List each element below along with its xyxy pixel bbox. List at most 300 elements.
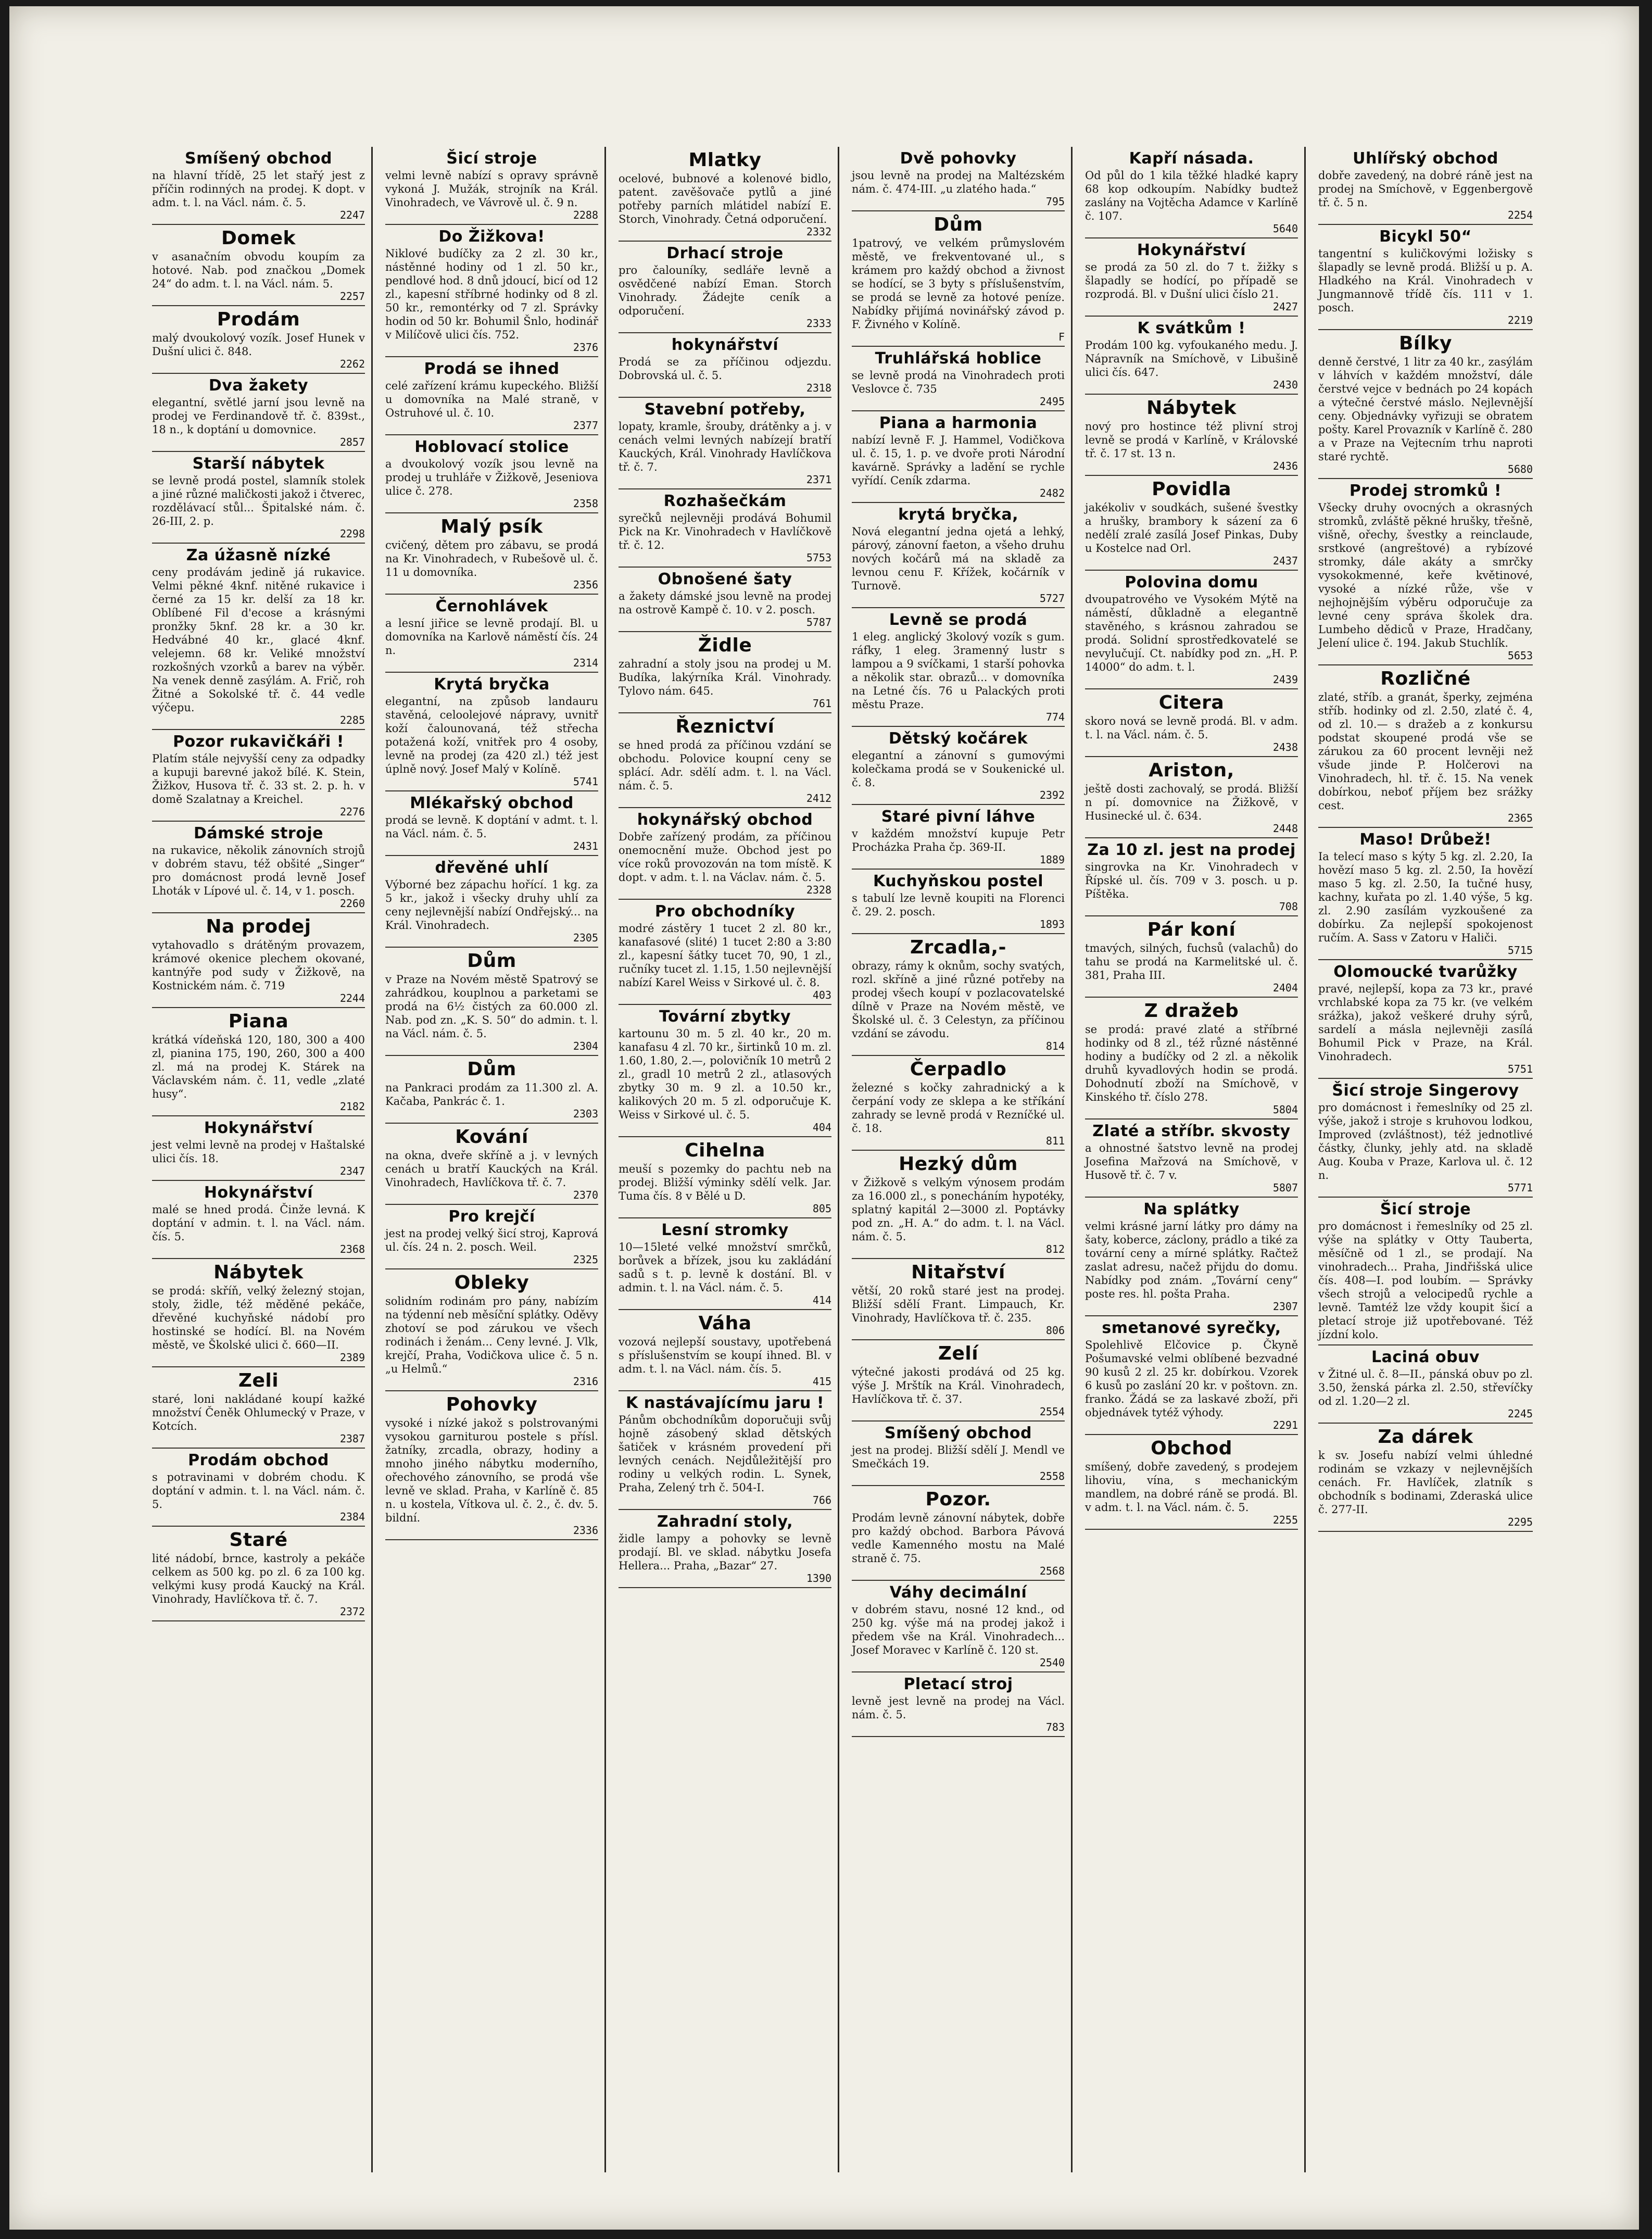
classified-ad [852, 1056, 1065, 1151]
ad-number: 2332 [806, 225, 831, 238]
ad-heading: Drhací stroje [666, 244, 784, 262]
ad-body: vozová nejlepší soustavy, upotřebená s příslušenstvím se koupí ihned. Bl. v adm. t. l. na Václ. nám. čís. 5. [619, 1336, 831, 1375]
classified-ad [1085, 1435, 1298, 1530]
classified-ad [852, 1340, 1065, 1422]
ad-number: 403 [812, 989, 831, 1001]
ad-body: prodá se levně. K doptání v admt. t. l. na Václ. nám. č. 5. [385, 814, 598, 840]
classified-ad [852, 1151, 1065, 1259]
ad-number: 2285 [339, 714, 365, 726]
classified-ad [619, 900, 831, 1005]
classified-ad [1085, 838, 1298, 916]
ad-body: 1patrový, ve velkém průmyslovém městě, ve frekventované ul., s krámem pro každý obchod a živnost se hodící, se 3 byty s příslušenstvím, se prodá se levně za hotové peníze. Nabídky přijímá novinářský závod p. F. Živného v Kolíně. [852, 237, 1065, 331]
ad-number: 2254 [1507, 209, 1533, 221]
ad-heading: Ariston, [1149, 760, 1234, 781]
ad-heading: Hoblovací stolice [414, 438, 569, 456]
classified-ad [1318, 330, 1533, 479]
ad-body: lopaty, kramle, šrouby, drátěnky a j. v cenách velmi levných nabízejí bratří Kauckých, Král. Vinohrady Havlíčkova tř. č. 7. [619, 420, 831, 473]
classified-ad [619, 1005, 831, 1137]
classified-ad [1318, 1345, 1533, 1424]
ad-heading: Váha [698, 1313, 752, 1334]
ad-heading: Domek [221, 228, 296, 249]
classified-ads-grid [149, 147, 1539, 2172]
ad-body: Ia telecí maso s kýty 5 kg. zl. 2.20, Ia hovězí maso 5 kg. zl. 2.50, Ia hovězí maso 5 kg. zl. 2.50, Ia tučné husy, kachny, kuřata po zl. 1.40 výše, 5 kg. zl. 2.90 zasílám vyzkoušené za dobírku. Za nejlepší spokojenost ručím. A. Sass v Zatoru v Haliči. [1318, 850, 1533, 944]
ad-column [382, 147, 606, 2172]
ad-number: 2247 [339, 209, 365, 221]
ad-number: 2291 [1272, 1419, 1298, 1431]
ad-body: levně jest levně na prodej na Václ. nám. č. 5. [852, 1695, 1065, 1721]
ad-number: 805 [812, 1202, 831, 1215]
classified-ad [1085, 1316, 1298, 1435]
classified-ad [152, 452, 365, 544]
ad-number: 5804 [1272, 1103, 1298, 1116]
classified-ad [1085, 916, 1298, 998]
ad-number: 2244 [339, 992, 365, 1004]
classified-ad [385, 948, 598, 1056]
ad-heading: Krytá bryčka [434, 675, 550, 694]
classified-ad [619, 808, 831, 900]
ad-body: 1 eleg. anglický 3kolový vozík s gum. ráfky, 1 eleg. 3ramenný lustr s lampou a 9 svíčkami, 1 starší pohovka a několik star. obrazů... v domovníka na Letné čís. 76 u Palackých proti městu Praze. [852, 631, 1065, 711]
ad-body: celé zařízení krámu kupeckého. Bližší u domovníka na Malé straně, v Ostruhové ul. č. 10. [385, 380, 598, 419]
ad-heading: Šicí stroje [446, 149, 537, 168]
classified-ad [852, 411, 1065, 503]
classified-ad [385, 357, 598, 435]
classified-ad [852, 211, 1065, 347]
ad-heading: Starší nábytek [192, 455, 325, 473]
ad-heading: K svátkům ! [1137, 319, 1246, 337]
ad-heading: hokynářský obchod [637, 811, 813, 829]
ad-body: obrazy, rámy k oknům, sochy svatých, rozl. skříně a jiné různé potřeby na prodej všech koupí v pozlacovatelské dílně v Praze na Novém městě, ve Školské ul. č. 3 Celestyn, za příčinou vzdání se závodu. [852, 960, 1065, 1040]
ad-heading: Šicí stroje Singerovy [1332, 1081, 1519, 1100]
ad-heading: Nitařství [911, 1262, 1005, 1283]
ad-body: výtečné jakosti prodává od 25 kg. výše J. Mrštík na Král. Vinohradech, Havlíčkova tř. č. 37. [852, 1366, 1065, 1405]
ad-number: 404 [812, 1121, 831, 1134]
ad-body: Pánům obchodníkům doporučuji svůj hojně zásobený sklad dětských šatiček v krásném provedení při levných cenách. Nejdůležitější pro rodiny u velkých rodin. L. Synek, Praha, Zelený trh č. 504-I. [619, 1414, 831, 1494]
classified-ad [852, 805, 1065, 870]
ad-body: v Žitné ul. č. 8—II., pánská obuv po zl. 3.50, ženská párka zl. 2.50, střevíčky od zl. 1.20—2 zl. [1318, 1368, 1533, 1407]
ad-number: 806 [1045, 1324, 1065, 1337]
ad-heading: Staré pivní láhve [881, 808, 1036, 826]
ad-heading: Polovina domu [1125, 573, 1258, 592]
ad-heading: Zahradní stoly, [657, 1513, 793, 1531]
ad-number: 2482 [1039, 487, 1065, 499]
ad-heading: Nábytek [213, 1262, 304, 1283]
ad-heading: Pro obchodníky [654, 902, 796, 921]
classified-ad [619, 1137, 831, 1218]
ad-body: jsou levně na prodej na Maltézském nám. č. 474-III. „u zlatého hada.“ [852, 169, 1065, 195]
ad-body: Niklové budíčky za 2 zl. 30 kr., nástěnné hodiny od 1 zl. 50 kr., pendlové hod. 8 dnů jdoucí, bicí od 12 zl., kapesní stříbrné hodinky od 8 zl. 50 kr., remontérky od 7 zl. Správky hodin od 50 kr. Bohumil Šnlo, hodinář v Milíčově ulici čís. 752. [385, 247, 598, 341]
ad-heading: Cihelna [685, 1140, 765, 1161]
ad-body: Výborné bez zápachu hořící. 1 kg. za 5 kr., jakož i všecky druhy uhlí za ceny nejlevnější nabízí Ondřejský... na Král. Vinohradech. [385, 878, 598, 932]
classified-ad [852, 1259, 1065, 1340]
ad-heading: Dům [467, 1059, 516, 1080]
ad-heading: Pár koní [1147, 919, 1236, 940]
ad-body: krátká vídeňská 120, 180, 300 a 400 zl, pianina 175, 190, 260, 300 a 400 zl. má na prodej K. Stárek na Václavském nám. č. 11, vedle „zlaté husy“. [152, 1034, 365, 1100]
ad-body: pro domácnost i řemeslníky od 25 zl. výše na splátky v Otty Tauberta, měsíčně od 1 zl., se prodají. Na vinohradech... Praha, Jindřišská ulice čís. 408—I. pod loubím. — Správky všech strojů a velocipedů rychle a levně. Tamtéž lze vždy koupit šicí a pletací stroje již upotřebované. Též jízdní kolo. [1318, 1220, 1533, 1341]
ad-number: 1889 [1039, 853, 1065, 866]
classified-ad [619, 568, 831, 632]
ad-heading: Židle [698, 635, 752, 656]
ad-number: 2368 [339, 1243, 365, 1255]
ad-body: a lesní jiřice se levně prodají. Bl. u domovníka na Karlově náměstí čís. 24 n. [385, 617, 598, 657]
ad-heading: Váhy decimální [889, 1583, 1027, 1602]
ad-body: Platím stále nejvyšší ceny za odpadky a kupuji barevné jakož bílé. K. Stein, Žižkov, Husova tř. č. 33 st. 2. p. h. v domě Szalatnay a Kreichel. [152, 752, 365, 806]
ad-body: denně čerstvé, 1 litr za 40 kr., zasýlám v láhvích v každém množství, dále čerstvé vejce v bednách po 24 kopách a výtečné čerstvé máslo. Nejlevnější ceny. Objednávky vyřizuji se obratem pošty. Karel Provazník v Karlíně č. 280 a v Praze na Vejtecním trhu naproti staré rychtě. [1318, 356, 1533, 463]
ad-number: 414 [812, 1294, 831, 1306]
ad-heading: Na splátky [1143, 1200, 1240, 1218]
classified-ad [1318, 479, 1533, 665]
ad-column [1315, 147, 1539, 2172]
ad-heading: Čerpadlo [910, 1059, 1007, 1080]
ad-number: 2387 [339, 1432, 365, 1445]
classified-ad [852, 1422, 1065, 1486]
classified-ad [852, 608, 1065, 727]
ad-number: 2568 [1039, 1565, 1065, 1577]
ad-number: 2347 [339, 1165, 365, 1177]
ad-heading: Dvě pohovky [900, 149, 1017, 168]
ad-body: se levně prodá na Vinohradech proti Veslovce č. 735 [852, 369, 1065, 395]
ad-body: na okna, dveře skříně a j. v levných cenách u bratří Kauckých na Král. Vinohradech, Havlíčkova tř. č. 7. [385, 1149, 598, 1189]
ad-number: 814 [1045, 1040, 1065, 1052]
ad-body: na rukavice, několik zánovních strojů v dobrém stavu, též obšité „Singer“ pro domácnost prodá levně Josef Lhoták v Lípové ul. č. 14, v 1. posch. [152, 844, 365, 897]
ad-heading: Do Žižkova! [438, 228, 545, 246]
classified-ad [619, 1310, 831, 1391]
ad-number: 5787 [806, 616, 831, 628]
ad-heading: Za dárek [1378, 1426, 1473, 1448]
ad-body: pro domácnost i řemeslníky od 25 zl. výše, jakož i stroje s kruhovou lodkou, Improved (zvláštnost), též jednotlivé částky, člunky, jehly atd. na skladě Aug. Kouba v Praze, Karlova ul. č. 12 n. [1318, 1101, 1533, 1181]
ad-heading: Dva žakety [208, 376, 309, 395]
ad-body: a dvoukolový vozík jsou levně na prodej u truhláře v Žižkově, Jeseniova ulice č. 278. [385, 458, 598, 497]
classified-ad [1085, 571, 1298, 689]
classified-ad [1085, 476, 1298, 571]
classified-ad [619, 333, 831, 398]
ad-body: Spolehlivě Elčovice p. Čkyně Pošumavské velmi oblíbené bezvadné 90 kusů 2 zl. 25 kr. dobírkou. Vzorek 6 kusů po zaslání 20 kr. v poštovn. zn. franko. Žádá se za laskavé zboží, při objednávek tytéž výhody. [1085, 1339, 1298, 1419]
classified-ad [1318, 1079, 1533, 1198]
ad-heading: Nábytek [1146, 397, 1237, 419]
classified-ad [619, 242, 831, 333]
ad-heading: hokynářství [671, 336, 779, 354]
ad-body: se levně prodá postel, slamník stolek a jiné různé maličkosti jakož i čtverec, rozdělávací stůl... Špitalské nám. č. 26-III, 2. p. [152, 474, 365, 527]
ad-body: malý dvoukolový vozík. Josef Hunek v Dušní ulici č. 848. [152, 332, 365, 358]
ad-body: ceny prodávám jedině já rukavice. Velmi pěkné 4knf. nitěné rukavice i černé za 15 kr. delší za 18 kr. Oblíbené Fil d'ecose a krásnými pronžky 5knf. 28 kr. a 30 kr. Hedvábné 40 kr., glacé 4knf. velejemn. 68 kr. Veliké množství rozkošných vzorků a barev na výběr. Na venek denně zasýlám. A. Frič, roh Žitné a Sokolské tř. č. 44 vedle výčepu. [152, 566, 365, 714]
ad-body: na hlavní třídě, 25 let stařý jest z příčin rodinných na prodej. K dopt. v adm. t. l. na Václ. nám. č. 5. [152, 169, 365, 209]
classified-ad [152, 544, 365, 730]
ad-body: 10—15leté velké množství smrčků, borůvek a břízek, jsou ku zakládání sadů s t. p. levně k dostání. Bl. v admin. t. l. na Václ. nám. č. 5. [619, 1241, 831, 1294]
ad-heading: Šicí stroje [1380, 1200, 1471, 1218]
classified-ad [152, 913, 365, 1008]
ad-heading: Smíšený obchod [884, 1424, 1032, 1442]
ad-body: singrovka na Kr. Vinohradech v Řípské ul. čís. 709 v 3. posch. u p. Píštěka. [1085, 861, 1298, 900]
ad-number: 5653 [1507, 649, 1533, 662]
ad-body: Všecky druhy ovocných a okrasných stromků, zvláště pěkné hrušky, třešně, višně, ořechy, švestky a reinclaude, srstkové (angreštové) a rybízové stromky, dále akáty a smrčky vysokokmenné, keře květinové, vysoké a nízké růže, vše v nejhojnějším výběru odporučuje za levné ceny správa školek dra. Lumbeho dědiců v Praze, Hradčany, Jelení ulice č. 194. Jakub Stuchlík. [1318, 501, 1533, 649]
ad-heading: Zlaté a stříbr. skvosty [1092, 1122, 1291, 1140]
classified-ad [1085, 757, 1298, 838]
ad-body: staré, loni nakládané koupí kažké množství Čeněk Ohlumecký v Praze, v Kotcích. [152, 1393, 365, 1432]
classified-ad [852, 1486, 1065, 1581]
classified-ad [385, 513, 598, 595]
classified-ad [152, 1181, 365, 1259]
ad-heading: Pozor rukavičkáři ! [173, 733, 344, 751]
ad-body: meuší s pozemky do pachtu neb na prodej. Bližší výminky sdělí velk. Jar. Tuma čís. 8 v Bělé u D. [619, 1163, 831, 1202]
ad-body: jest na prodej. Bližší sdělí J. Mendl ve Smečkách 19. [852, 1444, 1065, 1470]
ad-number: 2298 [339, 527, 365, 540]
ad-number: 2495 [1039, 395, 1065, 408]
ad-number: 2365 [1507, 812, 1533, 824]
ad-heading: Malý psík [440, 516, 543, 537]
classified-ad [1085, 1198, 1298, 1316]
ad-body: jakékoliv v soudkách, sušené švestky a hrušky, brambory k sázení za 6 nedělí zralé zasílá Josef Pinkas, Duby u Kostelce nad Orl. [1085, 501, 1298, 555]
ad-body: s potravinami v dobrém chodu. K doptání v admin. t. l. na Václ. nám. č. 5. [152, 1471, 365, 1511]
ad-number: 2288 [573, 209, 598, 221]
ad-body: zlaté, stříb. a granát, šperky, zejména stříb. hodinky od zl. 2.50, zlaté č. 4, od zl. 10.— s dražeb a z konkursu podstat skoupené prodá vše se zárukou za 60 procent levněji než všude jinde P. Holčerovi na Vinohradech, hl. tř. č. 15. Na venek dobírkou, neboť příjem bez srážky cest. [1318, 691, 1533, 812]
ad-heading: dřevěné uhlí [435, 859, 549, 877]
ad-heading: Laciná obuv [1371, 1348, 1480, 1366]
ad-number: 766 [812, 1494, 831, 1506]
ad-number: 2554 [1039, 1405, 1065, 1418]
ad-body: pravé, nejlepší, kopa za 73 kr., pravé vrchlabské kopa za 75 kr. (ve velkém srážka), jakož veškeré druhy sýrů, sardelí a másla nejlevněji zasílá Bohumil Pick v Praze, na Král. Vinohradech. [1318, 983, 1533, 1063]
ad-body: a ohnostné šatstvo levně na prodej Josefina Mařzová na Smíchově, v Husově tř. č. 7 v. [1085, 1142, 1298, 1181]
ad-number: 2307 [1272, 1300, 1298, 1313]
ad-heading: Prodej stromků ! [1349, 482, 1502, 500]
ad-body: elegantní, na způsob landauru stavěná, celoolejové nápravy, uvnitř koží čalounovaná, též střecha potažená koží, vnitřek pro 4 osoby, levně na prodej (za 420 zl.) též jest úplně nový. Josef Malý v Kolíně. [385, 695, 598, 775]
ad-heading: Pro krejčí [448, 1207, 535, 1226]
ad-body: modré zástěry 1 tucet 2 zl. 80 kr., kanafasové (slité) 1 tucet 2:80 a 3:80 zl., kapesní šátky tucet 70, 90, 1 zl., ručníky tucet zl. 1.15, 1.50 nejlevnější nabízí Karel Weiss v Sirkové ul. č. 8. [619, 922, 831, 989]
ad-body: větší, 20 roků staré jest na prodej. Bližší sdělí Frant. Limpauch, Kr. Vinohrady, Havlíčkova tř. č. 235. [852, 1285, 1065, 1324]
ad-body: nabízí levně F. J. Hammel, Vodičkova ul. č. 15, 1. p. ve dvoře proti Národní kavárně. Správky a ladění se rychle vyřídí. Ceník zdarma. [852, 434, 1065, 487]
classified-ad [1318, 960, 1533, 1079]
ad-body: dobře zavedený, na dobré ráně jest na prodej na Smíchově, v Eggenbergově tř. č. 5 n. [1318, 169, 1533, 209]
ad-number: 2384 [339, 1511, 365, 1523]
ad-number: 2412 [806, 792, 831, 804]
classified-ad [152, 225, 365, 306]
ad-body: Od půl do 1 kila těžké hladké kapry 68 kop odkoupím. Nabídky budtež zaslány na Vojtěcha Adamce v Karlíně č. 107. [1085, 169, 1298, 222]
classified-ad [619, 713, 831, 808]
classified-ad [1318, 1424, 1533, 1532]
ad-number: 2356 [573, 578, 598, 591]
classified-ad [385, 1205, 598, 1269]
ad-heading: Kapří násada. [1129, 149, 1254, 168]
ad-body: elegantní a zánovní s gumovými kolečkama prodá se v Soukenické ul. č. 8. [852, 749, 1065, 789]
ad-number: 2245 [1507, 1407, 1533, 1420]
ad-heading: Mlékařský obchod [410, 794, 574, 812]
ad-heading: Staré [229, 1529, 288, 1551]
ad-number: 1390 [806, 1572, 831, 1584]
ad-heading: Dětský kočárek [888, 729, 1028, 748]
ad-heading: K nastávajícímu jaru ! [625, 1394, 825, 1412]
ad-number: 2336 [573, 1524, 598, 1537]
classified-ad [852, 347, 1065, 411]
ad-heading: Rozličné [1380, 668, 1471, 689]
ad-heading: Černohlávek [435, 597, 548, 615]
ad-number: 2314 [573, 657, 598, 669]
ad-number: 2431 [573, 840, 598, 852]
ad-number: 2439 [1272, 673, 1298, 686]
ad-heading: Dámské stroje [194, 824, 323, 842]
ad-number: 2255 [1272, 1514, 1298, 1526]
ad-heading: Zrcadla,- [910, 937, 1006, 958]
classified-ad [385, 595, 598, 673]
ad-body: syrečků nejlevněji prodává Bohumil Pick na Kr. Vinohradech v Havlíčkově tř. č. 12. [619, 512, 831, 551]
ad-heading: Pohovky [446, 1394, 538, 1415]
ad-number: 811 [1045, 1135, 1065, 1147]
ad-number: 2257 [339, 290, 365, 303]
ad-number: 2262 [339, 358, 365, 370]
classified-ad [385, 673, 598, 791]
ad-number: 2358 [573, 497, 598, 510]
ad-heading: Obchod [1151, 1438, 1232, 1459]
ad-heading: krytá bryčka, [898, 506, 1019, 524]
ad-number: 5715 [1507, 944, 1533, 957]
ad-number: 5771 [1507, 1181, 1533, 1194]
ad-body: tmavých, silných, fuchsů (valachů) do tahu se prodá na Karmelitské ul. č. 381, Praha III. [1085, 942, 1298, 982]
classified-ad [1085, 238, 1298, 317]
ad-number: 2376 [573, 341, 598, 354]
ad-body: cvičený, dětem pro zábavu, se prodá na Kr. Vinohradech, v Rubešově ul. č. 11 u domovníka. [385, 539, 598, 578]
ad-heading: Citera [1158, 692, 1225, 713]
ad-number: 774 [1045, 711, 1065, 723]
ad-number: 761 [812, 697, 831, 710]
ad-body: a žakety dámské jsou levně na prodej na ostrově Kampě č. 10. v 2. posch. [619, 590, 831, 616]
ad-column [615, 147, 839, 2172]
ad-heading: Maso! Drůbež! [1359, 831, 1492, 849]
ad-body: v každém množství kupuje Petr Procházka Praha čp. 369-II. [852, 827, 1065, 853]
ad-body: vytahovadlo s drátěným provazem, krámové okenice plechem okované, kantnýře pod sudy v Žižkově, na Kostnickém nám. č. 719 [152, 939, 365, 992]
classified-ad [1318, 225, 1533, 330]
ad-number: 2427 [1272, 300, 1298, 313]
ad-heading: Hezký dům [899, 1153, 1018, 1175]
ad-body: ocelové, bubnové a kolenové bidlo, patent. zavěšovače pytlů a jiné potřeby parních mlátidel nabízí E. Storch, Vinohrady. Četná odporučení. [619, 172, 831, 225]
ad-body: jest velmi levně na prodej v Haštalské ulici čís. 18. [152, 1139, 365, 1165]
ad-heading: Piana [228, 1011, 289, 1032]
ad-heading: Řeznictví [675, 716, 775, 737]
ad-heading: Z dražeb [1144, 1000, 1239, 1022]
ad-heading: Bicykl 50“ [1379, 228, 1472, 246]
ad-body: se prodá za 50 zl. do 7 t. žižky s šlapadly se hodící, po případě se rozprodá. Bl. v Dušní ulici číslo 21. [1085, 261, 1298, 300]
classified-ad [852, 1672, 1065, 1737]
ad-heading: Hokynářství [204, 1119, 313, 1137]
classified-ad [1085, 1120, 1298, 1198]
newspaper-page [9, 6, 1639, 2230]
classified-ad [852, 727, 1065, 805]
classified-ad [1318, 828, 1533, 960]
ad-number: 2438 [1272, 741, 1298, 753]
ad-body: se hned prodá za příčinou vzdání se obchodu. Polovice koupní ceny se splácí. Adr. sdělí adm. t. l. na Václ. nám. č. 5. [619, 739, 831, 792]
ad-heading: Uhlířský obchod [1353, 149, 1498, 168]
ad-number: 2325 [573, 1253, 598, 1266]
ad-body: zahradní a stoly jsou na prodej u M. Budíka, lakýrníka Král. Vinohrady. Tylovo nám. 645. [619, 658, 831, 697]
ad-number: 5727 [1039, 592, 1065, 605]
ad-number: 812 [1045, 1243, 1065, 1255]
ad-column [149, 147, 373, 2172]
classified-ad [1085, 147, 1298, 238]
ad-heading: Hokynářství [204, 1184, 313, 1202]
ad-number: F [1058, 331, 1065, 343]
ad-number: 2370 [573, 1189, 598, 1201]
ad-number: 795 [1045, 195, 1065, 208]
classified-ad [152, 147, 365, 225]
ad-number: 5680 [1507, 463, 1533, 475]
ad-body: v asanačním obvodu koupím za hotové. Nab. pod značkou „Domek 24“ do adm. t. l. na Václ. nám. 5. [152, 250, 365, 290]
classified-ad [852, 1581, 1065, 1672]
ad-body: v dobrém stavu, nosné 12 knd., od 250 kg. výše má na prodej jakož i předem vše na Král. Vinohradech... Josef Moravec v Karlíně č. 120 st. [852, 1603, 1065, 1656]
classified-ad [852, 503, 1065, 608]
ad-body: kartounu 30 m. 5 zl. 40 kr., 20 m. kanafasu 4 zl. 70 kr., širtinků 10 m. zl. 1.60, 1.80, 2.—, polovičník 10 metrů 2 zl., gradl 10 metrů 2 zl., atlasových zbytky 30 m. 9 zl. a 10.50 kr., kalikových 20 m. 5 zl. odporučuje K. Weiss v Sirkové ul. č. 5. [619, 1027, 831, 1121]
ad-number: 2333 [806, 317, 831, 330]
classified-ad [152, 1449, 365, 1527]
ad-heading: Hokynářství [1137, 241, 1246, 259]
ad-body: lité nádobí, brnce, kastroly a pekáče celkem as 500 kg. po zl. 6 za 100 kg. velkými kusy prodá Kaucký na Král. Vinohrady, Havlíčkova tř. č. 7. [152, 1552, 365, 1605]
ad-heading: Kování [455, 1126, 528, 1148]
classified-ad [1085, 689, 1298, 757]
ad-number: 5807 [1272, 1181, 1298, 1194]
ad-body: na Pankraci prodám za 11.300 zl. A. Kačaba, Pankrác č. 1. [385, 1081, 598, 1108]
ad-body: Prodám 100 kg. vyfoukaného medu. J. Nápravník na Smíchově, v Libušině ulici čís. 647. [1085, 339, 1298, 379]
ad-body: Dobře zařízený prodám, za příčinou onemocnění muže. Obchod jest po více roků provozován na tom místě. K dopt. v adm. t. l. na Václav. nám. č. 5. [619, 831, 831, 884]
ad-number: 2437 [1272, 555, 1298, 567]
ad-body: v Žižkově s velkým výnosem prodám za 16.000 zl., s ponecháním hypotéky, splatný kapitál 2—3000 zl. Poptávky pod zn. „H. A.“ do adm. t. l. na Václ. nám. č. 5. [852, 1176, 1065, 1243]
ad-heading: Tovární zbytky [659, 1008, 791, 1026]
classified-ad [152, 1116, 365, 1181]
ad-column [1082, 147, 1306, 2172]
ad-body: elegantní, světlé jarní jsou levně na prodej ve Ferdinandově tř. č. 839st., 18 n., k doptání u domovnice. [152, 396, 365, 436]
classified-ad [1318, 665, 1533, 828]
ad-heading: Olomoucké tvarůžky [1333, 963, 1518, 981]
ad-number: 2318 [806, 382, 831, 394]
classified-ad [152, 374, 365, 452]
ad-body: s tabulí lze levně koupiti na Florenci č. 29. 2. posch. [852, 892, 1065, 918]
classified-ad [152, 730, 365, 822]
ad-number: 2328 [806, 884, 831, 896]
ad-number: 2430 [1272, 379, 1298, 391]
classified-ad [385, 856, 598, 948]
ad-heading: Pozor. [925, 1489, 991, 1510]
ad-heading: Za úžasně nízké [186, 546, 331, 564]
classified-ad [385, 1124, 598, 1205]
ad-number: 2260 [339, 897, 365, 910]
ad-heading: Lesní stromky [661, 1221, 789, 1239]
ad-body: jest na prodej velký šicí stroj, Kaprová ul. čís. 24 n. 2. posch. Weil. [385, 1227, 598, 1253]
classified-ad [1318, 147, 1533, 225]
ad-number: 783 [1045, 1721, 1065, 1733]
ad-heading: Prodám [217, 309, 300, 330]
classified-ad [152, 1008, 365, 1116]
ad-body: solidním rodinám pro pány, nabízím na týdenní neb měsíční splátky. Oděvy zhotoví se pod zárukou ve všech rodinách i ženám... Ceny levné. J. Vlk, krejčí, Praha, Vodičkova ulice č. 5 n. „u Helmů.“ [385, 1295, 598, 1375]
ad-body: se prodá: pravé zlaté a stříbrné hodinky od 8 zl., též různé nástěnné hodiny a budíčky od 2 zl. a několik druhů kyvadlových hodin se prodá. Dohodnutí zboží na Smíchově, v Kinského tř. číslo 278. [1085, 1023, 1298, 1103]
ad-body: židle lampy a pohovky se levně prodají. Bl. ve sklad. nábytku Josefa Hellera... Praha, „Bazar“ 27. [619, 1532, 831, 1572]
classified-ad [152, 822, 365, 913]
ad-number: 708 [1279, 900, 1298, 913]
ad-heading: Zeli [238, 1370, 279, 1391]
ad-number: 2305 [573, 932, 598, 944]
ad-number: 2448 [1272, 822, 1298, 835]
ad-number: 2303 [573, 1108, 598, 1120]
ad-heading: Dům [934, 214, 983, 235]
ad-number: 5753 [806, 551, 831, 564]
ad-number: 2436 [1272, 460, 1298, 472]
ad-body: tangentní s kuličkovými ložisky s šlapadly se levně prodá. Bližší u p. A. Hladkého na Král. Vinohradech v Jungmannově třídě čís. 111 v 1. posch. [1318, 247, 1533, 314]
ad-body: velmi levně nabízí s opravy správně vykoná J. Mužák, strojník na Král. Vinohradech, ve Vávrově ul. č. 9 n. [385, 169, 598, 209]
classified-ad [152, 306, 365, 374]
ad-body: Prodám levně zánovní nábytek, dobře pro každý obchod. Barbora Pávová vedle Kamenného mostu na Malé straně č. 75. [852, 1512, 1065, 1565]
ad-heading: Kuchyňskou postel [873, 872, 1043, 890]
ad-number: 2295 [1507, 1516, 1533, 1528]
classified-ad [619, 398, 831, 489]
ad-body: Prodá se za příčinou odjezdu. Dobrovská ul. č. 5. [619, 356, 831, 382]
classified-ad [385, 1056, 598, 1124]
ad-heading: Povidla [1152, 479, 1231, 500]
ad-number: 2372 [339, 1605, 365, 1618]
ad-number: 2276 [339, 806, 365, 818]
ad-body: skoro nová se levně prodá. Bl. v adm. t. l. na Václ. nám. č. 5. [1085, 715, 1298, 741]
